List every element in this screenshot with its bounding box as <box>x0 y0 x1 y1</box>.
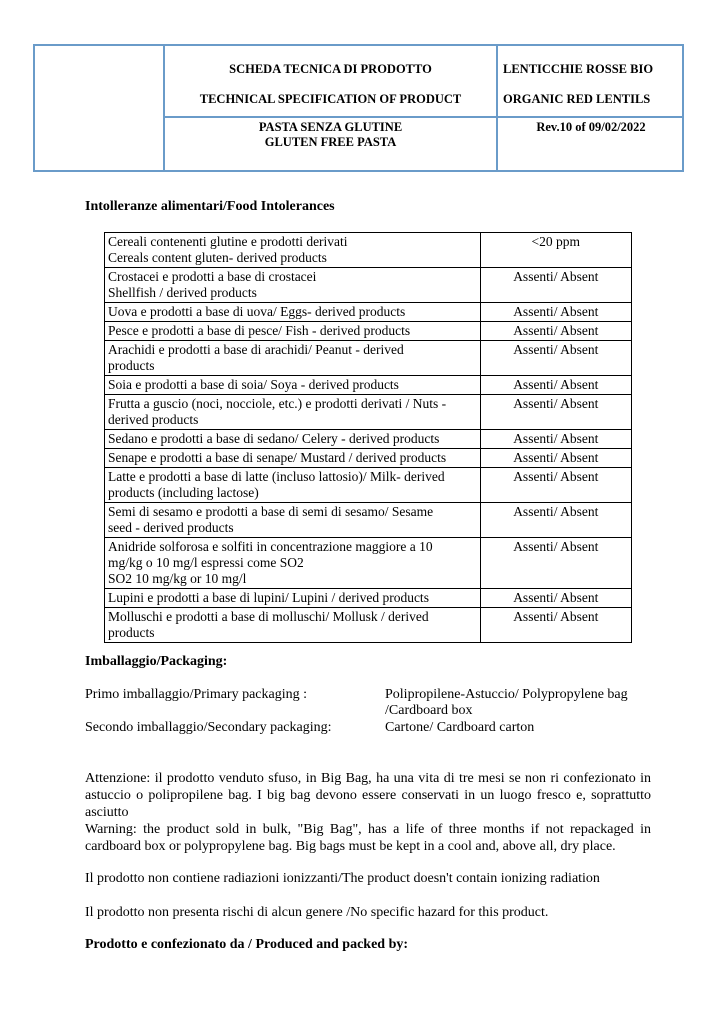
category-en: GLUTEN FREE PASTA <box>264 135 397 149</box>
allergen-label-line: Molluschi e prodotti a base di molluschi/ Mollusk / derived <box>108 609 429 624</box>
allergen-label-line: Arachidi e prodotti a base di arachidi/ Peanut - derived <box>108 342 404 357</box>
allergen-value: Assenti/ Absent <box>480 376 631 395</box>
product-it: LENTICCHIE ROSSE BIO <box>503 62 654 76</box>
allergen-label <box>105 341 481 376</box>
allergen-value: <20 ppm <box>480 233 631 268</box>
allergen-label <box>105 503 481 538</box>
table-row <box>105 608 632 643</box>
table-row <box>105 322 632 341</box>
header-box <box>33 44 684 172</box>
table-row <box>105 589 632 608</box>
allergen-label <box>105 538 481 589</box>
allergen-value: Assenti/ Absent <box>480 468 631 503</box>
header-divider <box>163 116 682 118</box>
packaging-title: Imballaggio/Packaging: <box>85 654 228 669</box>
table-row <box>105 233 632 268</box>
table-row <box>105 503 632 538</box>
allergen-label-line: Cereali contenenti glutine e prodotti derivati <box>108 234 348 249</box>
product-en: ORGANIC RED LENTILS <box>503 92 651 106</box>
allergen-label <box>105 449 481 468</box>
allergen-label <box>105 268 481 303</box>
table-row <box>105 341 632 376</box>
allergen-value: Assenti/ Absent <box>480 538 631 589</box>
allergen-label-line: Latte e prodotti a base di latte (incluso lattosio)/ Milk- derived <box>108 469 445 484</box>
primary-packaging-label: Primo imballaggio/Primary packaging : <box>85 687 308 702</box>
primary-packaging-value-2: /Cardboard box <box>385 703 473 718</box>
category-it: PASTA SENZA GLUTINE <box>258 120 403 134</box>
allergen-label-line: Uova e prodotti a base di uova/ Eggs- derived products <box>108 304 406 319</box>
primary-packaging-value: Polipropilene-Astuccio/ Polypropylene bag <box>385 687 628 702</box>
allergen-value: Assenti/ Absent <box>480 395 631 430</box>
table-row <box>105 449 632 468</box>
allergen-label-line: SO2 10 mg/kg or 10 mg/l <box>108 571 247 586</box>
title-it: SCHEDA TECNICA DI PRODOTTO <box>229 62 432 76</box>
producer-title: Prodotto e confezionato da / Produced and packed by: <box>85 937 409 952</box>
allergen-label-line: Lupini e prodotti a base di lupini/ Lupini / derived products <box>108 590 429 605</box>
allergen-label-line: Shellfish / derived products <box>108 285 257 300</box>
table-row <box>105 395 632 430</box>
allergen-value: Assenti/ Absent <box>480 303 631 322</box>
allergen-label-line: Semi di sesamo e prodotti a base di semi di sesamo/ Sesame <box>108 504 434 519</box>
allergen-label-line: derived products <box>108 412 199 427</box>
allergen-label <box>105 395 481 430</box>
intolerances-table <box>104 232 632 643</box>
allergen-label-line: Cereals content gluten- derived products <box>108 250 327 265</box>
table-row <box>105 468 632 503</box>
allergen-label <box>105 589 481 608</box>
allergen-label-line: mg/kg o 10 mg/l espressi come SO2 <box>108 555 304 570</box>
allergen-value: Assenti/ Absent <box>480 341 631 376</box>
table-row <box>105 376 632 395</box>
allergen-label <box>105 376 481 395</box>
allergen-label <box>105 608 481 643</box>
allergen-label-line: products <box>108 358 155 373</box>
table-row <box>105 538 632 589</box>
secondary-packaging-value: Cartone/ Cardboard carton <box>385 720 535 735</box>
intolerances-title: Intolleranze alimentari/Food Intolerances <box>85 199 335 214</box>
allergen-label-line: products (including lactose) <box>108 485 259 500</box>
allergen-label <box>105 468 481 503</box>
allergen-label <box>105 233 481 268</box>
allergen-label-line: Senape e prodotti a base di senape/ Mustard / derived products <box>108 450 447 465</box>
allergen-label <box>105 322 481 341</box>
allergen-value: Assenti/ Absent <box>480 608 631 643</box>
allergen-label <box>105 303 481 322</box>
title-en: TECHNICAL SPECIFICATION OF PRODUCT <box>199 92 462 106</box>
header-divider <box>496 46 498 170</box>
allergen-label-line: seed - derived products <box>108 520 234 535</box>
revision: Rev.10 of 09/02/2022 <box>536 120 646 134</box>
radiation-note: Il prodotto non contiene radiazioni ionizzanti/The product doesn't contain ionizing radiation <box>85 871 600 886</box>
allergen-label-line: Frutta a guscio (noci, nocciole, etc.) e prodotti derivati / Nuts - <box>108 396 447 411</box>
allergen-label-line: Sedano e prodotti a base di sedano/ Celery - derived products <box>108 431 440 446</box>
warning-en: Warning: the product sold in bulk, "Big Bag", has a life of three months if not repackaged in cardboard box or polypropylene bag. Big bags must be kept in a cool and, above all, dry place. <box>85 822 651 854</box>
table-row <box>105 303 632 322</box>
allergen-value: Assenti/ Absent <box>480 449 631 468</box>
allergen-value: Assenti/ Absent <box>480 430 631 449</box>
allergen-label-line: Anidride solforosa e solfiti in concentrazione maggiore a 10 <box>108 539 433 554</box>
allergen-value: Assenti/ Absent <box>480 589 631 608</box>
allergen-label-line: Crostacei e prodotti a base di crostacei <box>108 269 317 284</box>
allergen-label-line: Pesce e prodotti a base di pesce/ Fish - derived products <box>108 323 411 338</box>
attention-it: Attenzione: il prodotto venduto sfuso, in Big Bag, ha una vita di tre mesi se non ri confezionato in astuccio o polipropilene bag. I big bag devono essere conservati in un luogo fresco e, soprattutto asciutto <box>85 771 651 820</box>
attention-note <box>85 770 651 855</box>
hazard-note: Il prodotto non presenta rischi di alcun genere /No specific hazard for this product. <box>85 905 549 920</box>
allergen-value: Assenti/ Absent <box>480 268 631 303</box>
allergen-label-line: Soia e prodotti a base di soia/ Soya - derived products <box>108 377 399 392</box>
allergen-value: Assenti/ Absent <box>480 322 631 341</box>
table-row <box>105 268 632 303</box>
allergen-label-line: products <box>108 625 155 640</box>
secondary-packaging-label: Secondo imballaggio/Secondary packaging: <box>85 720 332 735</box>
allergen-label <box>105 430 481 449</box>
allergen-value: Assenti/ Absent <box>480 503 631 538</box>
table-row <box>105 430 632 449</box>
